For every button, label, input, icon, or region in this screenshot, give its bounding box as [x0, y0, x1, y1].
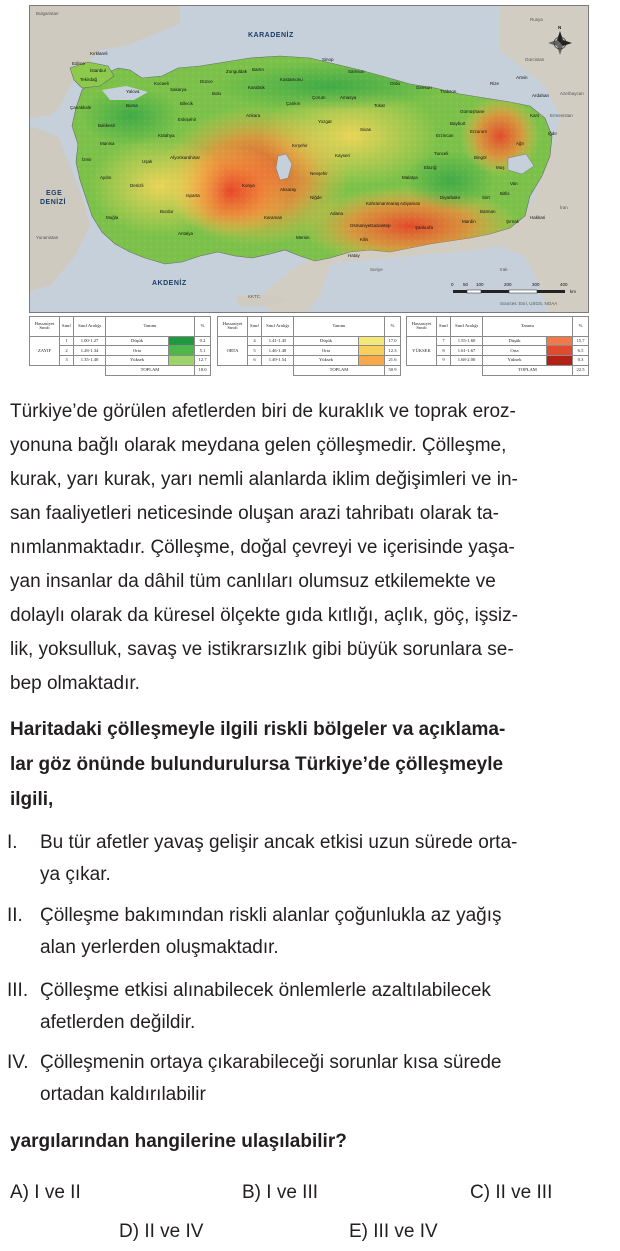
city-label: Çorum: [312, 95, 326, 100]
paragraph-line: dolaylı olarak da küresel ölçekte gıda kıtlığı, açlık, göç, işsiz-: [10, 605, 518, 626]
city-label: Kastamonu: [280, 77, 303, 82]
city-label: Nevşehir: [310, 171, 328, 176]
city-label: Kilis: [360, 237, 369, 242]
city-label: Siirt: [482, 195, 490, 200]
statement-line: afetlerden değildir.: [40, 1012, 196, 1033]
map-legend: [29, 316, 589, 376]
city-label: Ankara: [246, 113, 261, 118]
map-sources: Sources: Esri, USGS, NOAA: [500, 301, 558, 306]
sea-label-west-1: EGE: [46, 190, 63, 197]
paragraph-line: nımlanmaktadır. Çölleşme, doğal çevreyi ve içerisinde yaşa-: [10, 537, 515, 558]
city-label: Afyonkarahisar: [170, 155, 201, 160]
option-e[interactable]: E) III ve IV: [349, 1221, 438, 1242]
city-label: Sakarya: [170, 87, 187, 92]
city-label: Gümüşhane: [460, 109, 485, 114]
city-label: Iğdır: [548, 131, 558, 136]
legend-class-pct: 12.3: [385, 346, 401, 356]
option-a[interactable]: A) I ve II: [10, 1182, 81, 1203]
legend-swatch: [169, 336, 195, 346]
legend-class-pct: 0.2: [195, 336, 211, 346]
legend-swatch: [359, 346, 385, 356]
country-label: Gürcistan: [525, 57, 545, 62]
legend-class-range: 1.28-1.34: [74, 346, 106, 356]
city-label: Van: [510, 181, 518, 186]
city-label: Denizli: [130, 183, 144, 188]
sea-label-west-2: DENİZİ: [40, 199, 66, 206]
legend-swatch: [359, 336, 385, 346]
city-label: Bilecik: [180, 101, 194, 106]
city-label: Mersin: [296, 235, 310, 240]
city-label: Konya: [242, 183, 255, 188]
city-label: Adana: [330, 211, 344, 216]
legend-table-orta: [217, 316, 401, 376]
city-label: Balıkesir: [98, 123, 116, 128]
legend-group-name: ZAYIF: [30, 336, 60, 365]
city-label: Isparta: [186, 193, 200, 198]
city-label: Samsun: [348, 69, 365, 74]
legend-header-sinif: Sınıf: [60, 317, 74, 337]
city-label: Çankırı: [286, 101, 301, 106]
country-label: Rusya: [530, 17, 543, 22]
legend-class-pct: 21.6: [385, 356, 401, 366]
city-label: Batman: [480, 209, 496, 214]
legend-total-value: 22.5: [573, 366, 589, 376]
legend-header-yuzde: %: [195, 317, 211, 337]
city-label: Kocaeli: [154, 81, 169, 86]
question-line: Haritadaki çölleşmeyle ilgili riskli bölgeler va açıklama-: [10, 719, 506, 740]
city-label: Tunceli: [434, 151, 449, 156]
statement-number: II.: [7, 905, 23, 926]
question-line: ilgili,: [10, 789, 54, 810]
city-label: Kayseri: [335, 153, 351, 158]
scale-tick: 50: [463, 282, 469, 287]
legend-table-yuksek: [406, 316, 589, 376]
legend-header-hassasiyet: Hassasiyet Sınıfı: [30, 317, 60, 337]
legend-class-range: 1.00-1.27: [74, 336, 106, 346]
city-label: Gaziantep: [370, 223, 391, 228]
country-label: Ermenistan: [550, 113, 573, 118]
statement-line: Çölleşme bakımından riskli alanlar çoğunlukla az yağış: [40, 905, 502, 926]
city-label: İstanbul: [90, 68, 106, 73]
legend-class-range: 1.68-2.00: [451, 356, 483, 366]
legend-class-no: 4: [248, 336, 262, 346]
scale-unit: km: [570, 289, 576, 294]
city-label: Aydın: [100, 175, 112, 180]
city-label: İzmir: [82, 157, 92, 162]
country-label: İran: [560, 205, 568, 210]
country-label: Azerbaycan: [560, 91, 584, 96]
city-label: Bursa: [126, 103, 138, 108]
city-label: Giresun: [416, 85, 432, 90]
city-label: Yozgat: [318, 119, 332, 124]
city-label: Zonguldak: [226, 69, 248, 74]
legend-header-hassasiyet: Hassasiyet Sınıfı: [218, 317, 248, 337]
legend-class-range: 1.35-1.40: [74, 356, 106, 366]
paragraph-line: kurak, yarı kurak, yarı nemli alanlarda iklim değişimleri ve in-: [10, 469, 518, 490]
scale-bar: [453, 290, 565, 293]
sea-label-north: KARADENİZ: [248, 32, 294, 39]
city-label: Trabzon: [440, 89, 457, 94]
city-label: Kütahya: [158, 133, 175, 138]
legend-class-range: 1.46-1.48: [262, 346, 294, 356]
legend-swatch: [169, 356, 195, 366]
paragraph-line: bep olmaktadır.: [10, 673, 140, 694]
country-label: Bulgaristan: [36, 11, 59, 16]
legend-class-no: 6: [248, 356, 262, 366]
legend-class-label: Orta: [483, 346, 547, 356]
legend-group-name: ORTA: [218, 336, 248, 365]
legend-header-hassasiyet: Hassasiyet Sınıfı: [407, 317, 437, 337]
city-label: Elazığ: [424, 165, 437, 170]
legend-class-label: Düşük: [106, 336, 169, 346]
city-label: Uşak: [142, 159, 153, 164]
country-label: Suriye: [370, 267, 383, 272]
scale-tick: 200: [504, 282, 512, 287]
city-label: Erzincan: [436, 133, 454, 138]
statement-number: I.: [7, 832, 18, 853]
city-label: Osmaniye: [350, 223, 371, 228]
statement-number: III.: [7, 980, 29, 1001]
paragraph-line: yan insanlar da dâhil tüm canlıları olumsuz etkilemekte ve: [10, 571, 496, 592]
legend-header-tanimi: Tanımı: [294, 317, 385, 337]
legend-total-label: TOPLAM: [294, 366, 385, 376]
legend-table-zayif: [29, 316, 211, 376]
legend-class-label: Düşük: [294, 336, 359, 346]
sea-label-south: AKDENİZ: [152, 280, 187, 287]
scale-tick: 0: [451, 282, 454, 287]
legend-class-pct: 12.7: [195, 356, 211, 366]
legend-swatch: [547, 346, 573, 356]
city-label: Tokat: [374, 103, 385, 108]
legend-class-pct: 0.3: [573, 356, 589, 366]
city-label: Aksaray: [280, 187, 297, 192]
legend-swatch: [547, 336, 573, 346]
statement-line: Çölleşme etkisi alınabilecek önlemlerle azaltılabilecek: [40, 980, 491, 1001]
legend-class-pct: 5.1: [195, 346, 211, 356]
city-label: Bitlis: [500, 191, 510, 196]
compass-north-label: N: [558, 25, 562, 30]
legend-class-label: Yüksek: [294, 356, 359, 366]
legend-total-value: 18.0: [195, 366, 211, 376]
city-label: Adıyaman: [400, 201, 421, 206]
city-label: Artvin: [516, 75, 528, 80]
legend-swatch: [169, 346, 195, 356]
city-label: Eskişehir: [178, 117, 197, 122]
legend-class-range: 1.61-1.67: [451, 346, 483, 356]
statement-line: Çölleşmenin ortaya çıkarabileceği sorunlar kısa sürede: [40, 1052, 502, 1073]
city-label: Erzurum: [470, 129, 488, 134]
city-label: Manisa: [100, 141, 115, 146]
legend-class-range: 1.55-1.60: [451, 336, 483, 346]
city-label: Bingöl: [474, 155, 487, 160]
city-label: Sinop: [322, 57, 334, 62]
city-label: Çanakkale: [70, 105, 92, 110]
city-label: Karaman: [264, 215, 283, 220]
statement-line: alan yerlerden oluşmaktadır.: [40, 937, 279, 958]
legend-swatch: [359, 356, 385, 366]
legend-class-pct: 6.5: [573, 346, 589, 356]
legend-class-no: 9: [437, 356, 451, 366]
option-d[interactable]: D) II ve IV: [119, 1221, 204, 1242]
city-label: Amasya: [340, 95, 357, 100]
question-prompt: yargılarından hangilerine ulaşılabilir?: [10, 1131, 347, 1152]
legend-class-pct: 17.0: [385, 336, 401, 346]
legend-class-range: 1.41-1.45: [262, 336, 294, 346]
city-label: Hakkari: [530, 215, 546, 220]
city-label: Hatay: [348, 253, 360, 258]
city-label: Kırşehir: [292, 143, 308, 148]
legend-class-range: 1.49-1.54: [262, 356, 294, 366]
paragraph-line: Türkiye’de görülen afetlerden biri de kuraklık ve toprak eroz-: [10, 401, 516, 422]
legend-header-aralik: Sınıf Aralığı: [262, 317, 294, 337]
legend-total-label: TOPLAM: [106, 366, 195, 376]
legend-class-label: Düşük: [483, 336, 547, 346]
statement-line: ya çıkar.: [40, 864, 111, 885]
city-label: Şanlıurfa: [415, 225, 434, 230]
legend-header-yuzde: %: [385, 317, 401, 337]
legend-header-aralik: Sınıf Aralığı: [451, 317, 483, 337]
legend-class-no: 2: [60, 346, 74, 356]
city-label: Burdur: [160, 209, 174, 214]
scale-tick: 100: [476, 282, 484, 287]
option-c[interactable]: C) II ve III: [470, 1182, 553, 1203]
city-label: Şırnak: [506, 219, 520, 224]
city-label: Niğde: [310, 195, 322, 200]
statement-line: ortadan kaldırılabilir: [40, 1084, 206, 1105]
question-line: lar göz önünde bulundurulursa Türkiye’de çölleşmeyle: [10, 754, 504, 775]
legend-class-no: 1: [60, 336, 74, 346]
legend-class-label: Yüksek: [483, 356, 547, 366]
city-label: Ağrı: [516, 141, 525, 146]
city-label: Bolu: [212, 91, 222, 96]
city-label: Tekirdağ: [80, 77, 98, 82]
city-label: Antalya: [178, 231, 194, 236]
city-label: Kırklareli: [90, 51, 108, 56]
city-label: Sivas: [360, 127, 372, 132]
legend-class-no: 8: [437, 346, 451, 356]
legend-class-label: Yüksek: [106, 356, 169, 366]
city-label: Bayburt: [450, 121, 466, 126]
legend-class-no: 5: [248, 346, 262, 356]
city-label: Düzce: [200, 79, 213, 84]
legend-header-tanimi: Tanımı: [106, 317, 195, 337]
city-label: Malatya: [402, 175, 418, 180]
intro-paragraph: [10, 395, 610, 701]
city-label: Muş: [496, 165, 505, 170]
question-stem: [10, 712, 610, 817]
city-label: Mardin: [462, 219, 476, 224]
city-label: Muğla: [106, 215, 119, 220]
statement-number: IV.: [7, 1052, 29, 1073]
legend-header-sinif: Sınıf: [437, 317, 451, 337]
city-label: Diyarbakır: [440, 195, 461, 200]
country-label: KKTC: [248, 294, 261, 299]
paragraph-line: lik, yoksulluk, savaş ve istikrarsızlık gibi büyük sorunlara se-: [10, 639, 514, 660]
city-label: Karabük: [248, 85, 265, 90]
country-label: Irak: [500, 267, 508, 272]
legend-total-value: 50.9: [385, 366, 401, 376]
scale-tick: 300: [532, 282, 540, 287]
statement-line: Bu tür afetler yavaş gelişir ancak etkisi uzun sürede orta-: [40, 832, 518, 853]
legend-class-label: Orta: [106, 346, 169, 356]
legend-swatch: [547, 356, 573, 366]
legend-class-pct: 15.7: [573, 336, 589, 346]
scale-tick: 400: [560, 282, 568, 287]
city-label: Ardahan: [532, 93, 550, 98]
legend-class-no: 3: [60, 356, 74, 366]
legend-header-aralik: Sınıf Aralığı: [74, 317, 106, 337]
city-label: Yalova: [126, 89, 140, 94]
legend-header-yuzde: %: [573, 317, 589, 337]
city-label: Bartın: [252, 67, 265, 72]
legend-header-sinif: Sınıf: [248, 317, 262, 337]
paragraph-line: san faaliyetleri neticesinde oluşan arazi tahribatı olarak ta-: [10, 503, 499, 524]
desertification-risk-map: [29, 5, 589, 313]
paragraph-line: yonuna bağlı olarak meydana gelen çölleşmedir. Çölleşme,: [10, 435, 507, 456]
city-label: Edirne: [72, 61, 86, 66]
city-label: Rize: [490, 81, 500, 86]
city-label: Kars: [530, 113, 540, 118]
option-b[interactable]: B) I ve III: [242, 1182, 319, 1203]
country-label: Yunanistan: [36, 235, 59, 240]
city-label: Kahramanmaraş: [366, 201, 400, 206]
legend-group-name: YÜKSEK: [407, 336, 437, 365]
legend-total-label: TOPLAM: [483, 366, 573, 376]
legend-class-no: 7: [437, 336, 451, 346]
legend-header-tanimi: Tanımı: [483, 317, 573, 337]
city-label: Ordu: [390, 81, 401, 86]
legend-class-label: Orta: [294, 346, 359, 356]
